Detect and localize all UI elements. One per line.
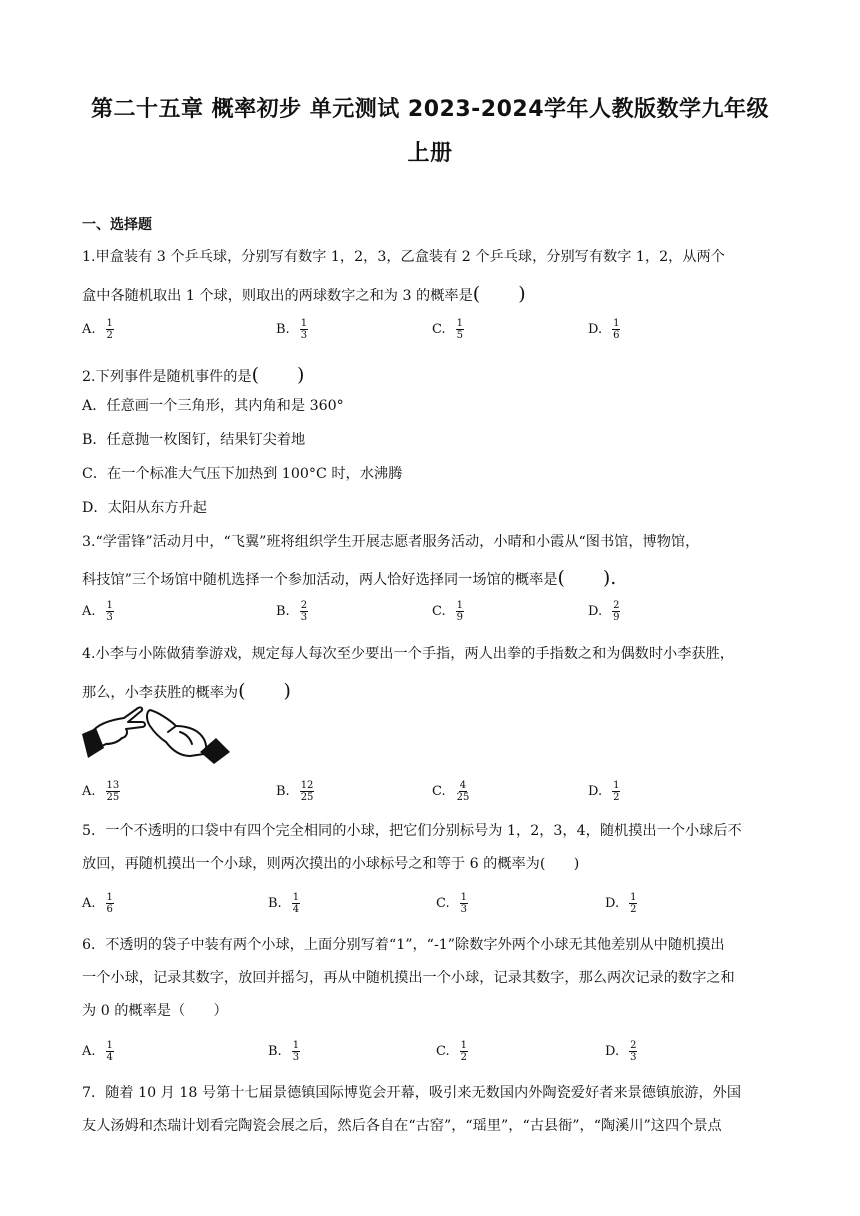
denominator: 2 bbox=[460, 1052, 467, 1063]
fraction bbox=[106, 892, 114, 915]
fraction bbox=[460, 892, 468, 915]
q1-line-2 bbox=[82, 279, 526, 306]
q4-line-2-text: 那么，小李获胜的概率为 bbox=[82, 685, 239, 701]
numerator: 1 bbox=[613, 318, 620, 329]
option-label: A. bbox=[82, 604, 96, 619]
q2-choice-a[interactable]: A．任意画一个三角形，其内角和是 360° bbox=[82, 398, 344, 414]
q6-line-2: 一个小球，记录其数字，放回并摇匀，再从中随机摸出一个小球，记录其数字，那么两次记录的数字之和 bbox=[82, 970, 735, 986]
fraction bbox=[106, 780, 121, 803]
q5-line-2: 放回，再随机摸出一个小球，则两次摸出的小球标号之和等于 6 的概率为( ) bbox=[82, 856, 580, 872]
option-label: C. bbox=[436, 896, 450, 911]
document-title-line-2: 上册 bbox=[407, 141, 453, 166]
q2-answer-paren: ( ) bbox=[251, 364, 305, 386]
q4-option-a[interactable] bbox=[82, 780, 120, 803]
q2-choice-c[interactable]: C．在一个标准大气压下加热到 100°C 时，水沸腾 bbox=[82, 466, 403, 482]
denominator: 25 bbox=[106, 792, 120, 803]
denominator: 2 bbox=[630, 904, 637, 915]
denominator: 25 bbox=[300, 792, 314, 803]
numerator: 1 bbox=[106, 600, 113, 611]
right-hand-icon bbox=[147, 710, 206, 756]
q1-option-a[interactable] bbox=[82, 318, 114, 341]
q7-line-2: 友人汤姆和杰瑞计划看完陶瓷会展之后，然后各自在“古窑”，“瑶里”，“古县衙”，“陶溪川”这四个景点 bbox=[82, 1118, 722, 1134]
fraction bbox=[106, 318, 114, 341]
option-label: A. bbox=[82, 896, 96, 911]
numerator: 1 bbox=[292, 1040, 300, 1051]
option-label: D. bbox=[605, 896, 620, 911]
fraction bbox=[456, 780, 471, 803]
q1-line-2-text: 盒中各随机取出 1 个球，则取出的两球数字之和为 3 的概率是 bbox=[82, 288, 473, 304]
section-heading: 一、选择题 bbox=[82, 217, 152, 233]
q2-line-1 bbox=[82, 360, 304, 387]
q6-line-1: 6．不透明的袋子中装有两个小球，上面分别写着“1”，“-1”除数字外两个小球无其他差别从中随机摸出 bbox=[82, 937, 725, 953]
option-label: D. bbox=[588, 784, 603, 799]
fraction bbox=[292, 1040, 300, 1063]
q5-line-1: 5．一个不透明的口袋中有四个完全相同的小球，把它们分别标号为 1，2，3，4，随机摸出一个小球后不 bbox=[82, 823, 742, 839]
q3-option-b[interactable] bbox=[276, 600, 308, 623]
fraction bbox=[300, 780, 315, 803]
q3-line-1: 3.“学雷锋”活动月中，“飞翼”班将组织学生开展志愿者服务活动，小晴和小霞从“图书馆，博物馆， bbox=[82, 534, 700, 550]
fraction bbox=[629, 892, 637, 915]
denominator: 6 bbox=[613, 330, 620, 341]
q2-choice-d[interactable]: D．太阳从东方升起 bbox=[82, 500, 207, 516]
q5-option-d[interactable] bbox=[605, 892, 637, 915]
q5-option-b[interactable] bbox=[268, 892, 300, 915]
fraction bbox=[612, 600, 620, 623]
option-label: C. bbox=[436, 1044, 450, 1059]
fraction bbox=[629, 1040, 637, 1063]
denominator: 9 bbox=[456, 612, 463, 623]
numerator: 1 bbox=[106, 1040, 113, 1051]
numerator: 12 bbox=[300, 780, 314, 791]
numerator: 2 bbox=[630, 1040, 637, 1051]
fraction bbox=[300, 318, 308, 341]
denominator: 3 bbox=[106, 612, 113, 623]
numerator: 13 bbox=[106, 780, 120, 791]
numerator: 2 bbox=[613, 600, 620, 611]
option-label: B. bbox=[276, 604, 290, 619]
numerator: 1 bbox=[300, 318, 308, 329]
q2-choice-b[interactable]: B．任意抛一枚图钉，结果钉尖着地 bbox=[82, 432, 306, 448]
denominator: 3 bbox=[300, 330, 308, 341]
q3-option-a[interactable] bbox=[82, 600, 114, 623]
q7-line-1: 7．随着 10 月 18 号第十七届景德镇国际博览会开幕，吸引来无数国内外陶瓷爱好者来景德镇旅游，外国 bbox=[82, 1085, 742, 1101]
q4-option-b[interactable] bbox=[276, 780, 314, 803]
numerator: 1 bbox=[106, 318, 113, 329]
option-label: C. bbox=[432, 784, 446, 799]
q6-option-c[interactable] bbox=[436, 1040, 468, 1063]
denominator: 3 bbox=[460, 904, 467, 915]
fraction bbox=[106, 600, 114, 623]
option-label: A. bbox=[82, 322, 96, 337]
document-title-line-1: 第二十五章 概率初步 单元测试 2023-2024学年人教版数学九年级 bbox=[90, 97, 770, 122]
option-label: D. bbox=[588, 604, 603, 619]
option-label: B. bbox=[268, 1044, 282, 1059]
option-label: B. bbox=[276, 784, 290, 799]
fraction bbox=[612, 780, 620, 803]
q1-line-1: 1.甲盒装有 3 个乒乓球，分别写有数字 1，2，3，乙盒装有 2 个乒乓球，分别写有数字 1，2，从两个 bbox=[82, 249, 725, 265]
denominator: 3 bbox=[292, 1052, 300, 1063]
q5-option-a[interactable] bbox=[82, 892, 114, 915]
denominator: 5 bbox=[456, 330, 463, 341]
q3-line-2-text: 科技馆”三个场馆中随机选择一个参加活动，两人恰好选择同一场馆的概率是 bbox=[82, 572, 558, 588]
q3-answer-paren: ( ). bbox=[557, 567, 617, 589]
numerator: 1 bbox=[456, 600, 463, 611]
denominator: 2 bbox=[106, 330, 113, 341]
fraction bbox=[456, 600, 464, 623]
fraction bbox=[612, 318, 620, 341]
numerator: 2 bbox=[300, 600, 308, 611]
option-label: B. bbox=[276, 322, 290, 337]
q1-option-c[interactable] bbox=[432, 318, 464, 341]
fraction bbox=[456, 318, 464, 341]
q6-option-b[interactable] bbox=[268, 1040, 300, 1063]
numerator: 1 bbox=[460, 1040, 467, 1051]
denominator: 3 bbox=[630, 1052, 637, 1063]
q1-option-b[interactable] bbox=[276, 318, 308, 341]
fraction bbox=[300, 600, 308, 623]
q3-line-2 bbox=[82, 563, 616, 590]
denominator: 4 bbox=[106, 1052, 113, 1063]
q2-line-1-text: 2.下列事件是随机事件的是 bbox=[82, 369, 252, 385]
denominator: 4 bbox=[292, 904, 300, 915]
option-label: D. bbox=[588, 322, 603, 337]
denominator: 9 bbox=[613, 612, 620, 623]
q4-line-1: 4.小李与小陈做猜拳游戏，规定每人每次至少要出一个手指，两人出拳的手指数之和为偶数时小李获胜， bbox=[82, 646, 734, 662]
option-label: B. bbox=[268, 896, 282, 911]
numerator: 1 bbox=[106, 892, 113, 903]
denominator: 6 bbox=[106, 904, 113, 915]
denominator: 25 bbox=[456, 792, 470, 803]
numerator: 4 bbox=[459, 780, 467, 791]
numerator: 1 bbox=[456, 318, 463, 329]
q6-option-d[interactable] bbox=[605, 1040, 637, 1063]
hands-illustration bbox=[80, 702, 232, 768]
q6-line-3: 为 0 的概率是（ ） bbox=[82, 1003, 228, 1019]
option-label: A. bbox=[82, 784, 96, 799]
numerator: 1 bbox=[613, 780, 620, 791]
numerator: 1 bbox=[292, 892, 300, 903]
q4-answer-paren: ( ) bbox=[238, 680, 291, 702]
q3-option-d[interactable] bbox=[588, 600, 620, 623]
q1-option-d[interactable] bbox=[588, 318, 620, 341]
option-label: A. bbox=[82, 1044, 96, 1059]
q5-option-c[interactable] bbox=[436, 892, 468, 915]
q4-option-c[interactable] bbox=[432, 780, 470, 803]
fraction bbox=[292, 892, 300, 915]
option-label: C. bbox=[432, 322, 446, 337]
numerator: 1 bbox=[630, 892, 637, 903]
q1-answer-paren: ( ) bbox=[472, 283, 526, 305]
denominator: 2 bbox=[613, 792, 620, 803]
q4-option-d[interactable] bbox=[588, 780, 620, 803]
numerator: 1 bbox=[460, 892, 467, 903]
q4-line-2 bbox=[82, 676, 291, 703]
fraction bbox=[460, 1040, 468, 1063]
option-label: D. bbox=[605, 1044, 620, 1059]
fraction bbox=[106, 1040, 114, 1063]
q6-option-a[interactable] bbox=[82, 1040, 114, 1063]
denominator: 3 bbox=[300, 612, 308, 623]
q3-option-c[interactable] bbox=[432, 600, 464, 623]
option-label: C. bbox=[432, 604, 446, 619]
